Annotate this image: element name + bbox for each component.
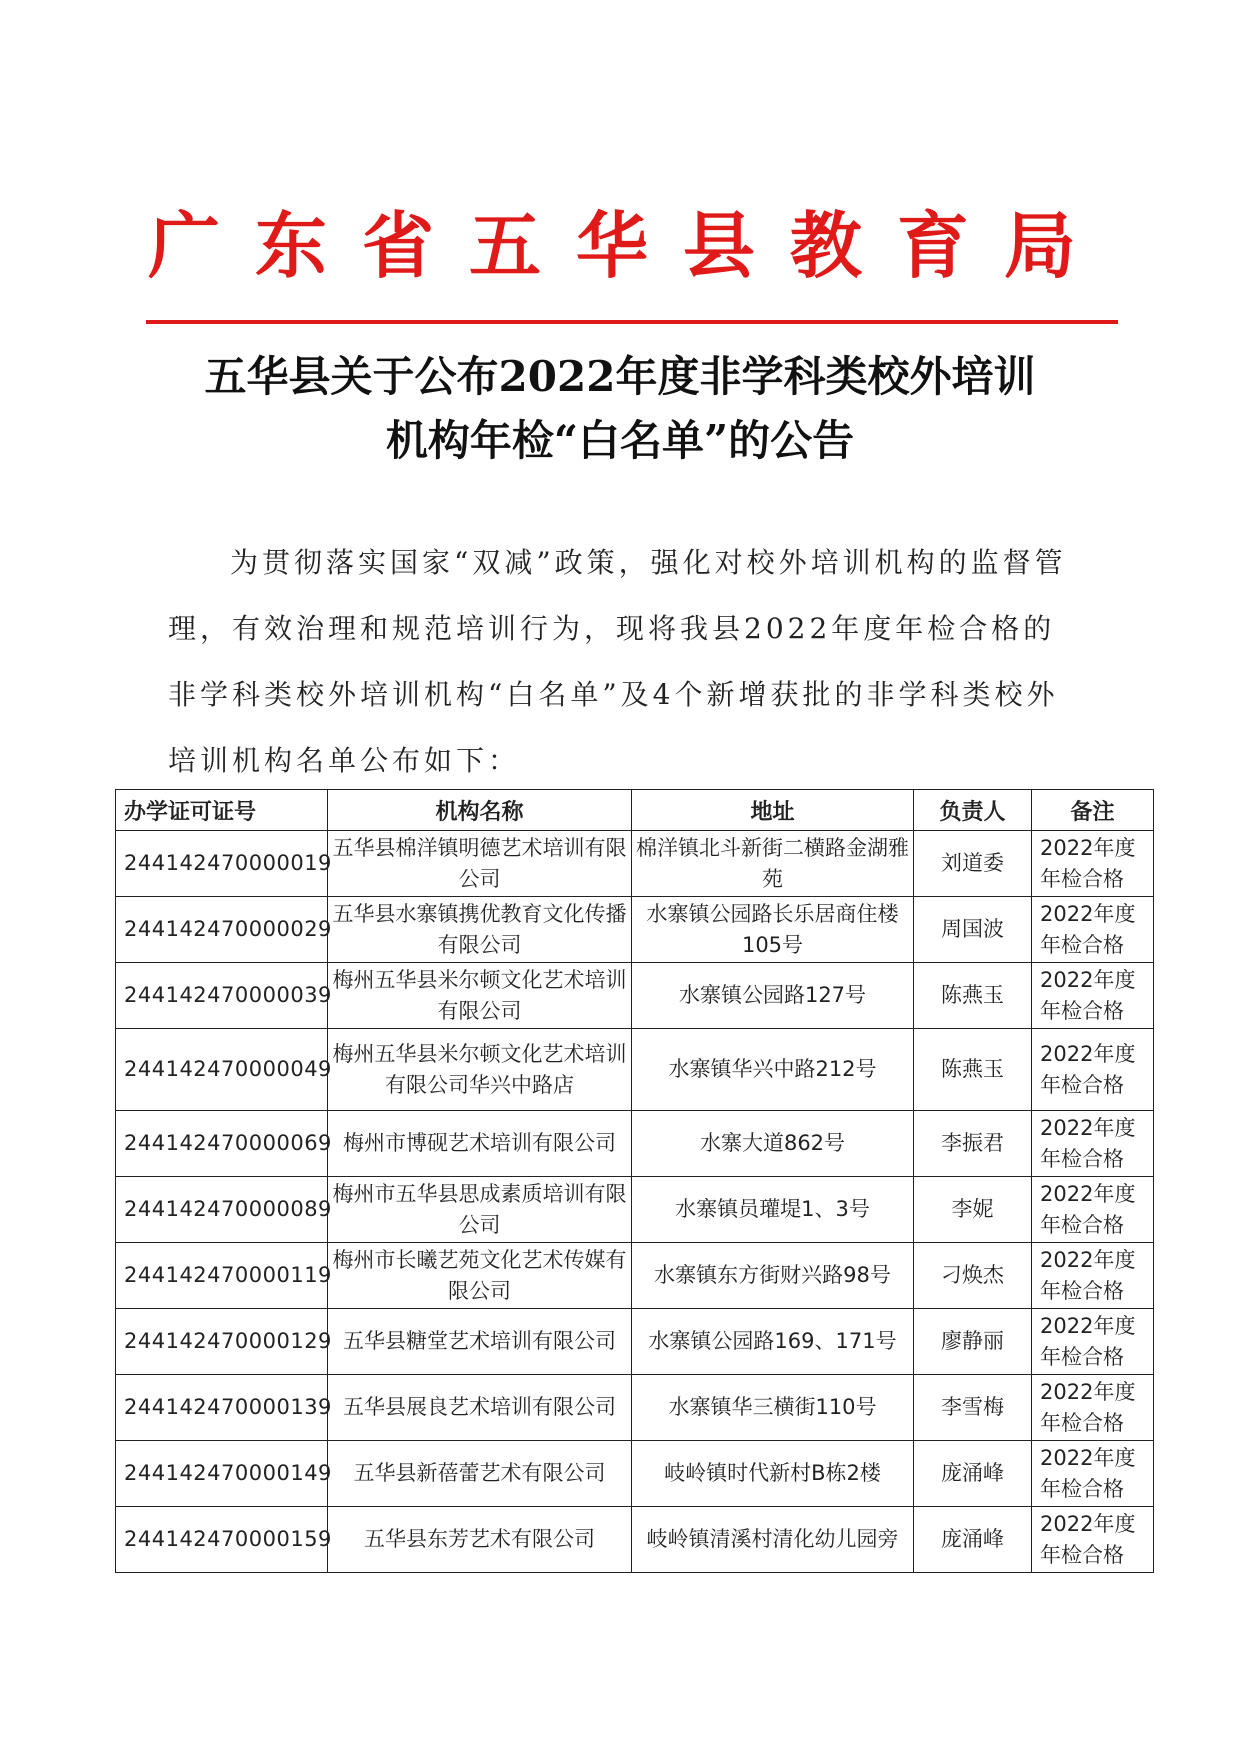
license-cell: 244142470000119: [116, 1243, 328, 1309]
name-cell: 梅州五华县米尔顿文化艺术培训有限公司: [328, 963, 632, 1029]
address-cell: 水寨镇东方街财兴路98号: [632, 1243, 914, 1309]
header-char: 广: [148, 203, 221, 288]
header-person: 负责人: [914, 790, 1032, 831]
note-cell: 2022年度年检合格: [1032, 1177, 1154, 1243]
license-cell: 244142470000139: [116, 1375, 328, 1441]
name-cell: 梅州市长曦艺苑文化艺术传媒有限公司: [328, 1243, 632, 1309]
bureau-header-title: [148, 203, 1076, 288]
header-char: 省: [361, 203, 434, 288]
name-cell: 五华县糖堂艺术培训有限公司: [328, 1309, 632, 1375]
note-cell: 2022年度年检合格: [1032, 897, 1154, 963]
document-title: [150, 345, 1090, 473]
name-cell: 五华县水寨镇携优教育文化传播有限公司: [328, 897, 632, 963]
name-cell: 五华县东芳艺术有限公司: [328, 1507, 632, 1573]
name-cell: 梅州市五华县思成素质培训有限公司: [328, 1177, 632, 1243]
license-cell: 244142470000049: [116, 1029, 328, 1111]
header-char: 东: [254, 203, 327, 288]
document-title-line1: 五华县关于公布2022年度非学科类校外培训: [204, 352, 1036, 401]
note-cell: 2022年度年检合格: [1032, 1507, 1154, 1573]
license-cell: 244142470000089: [116, 1177, 328, 1243]
note-cell: 2022年度年检合格: [1032, 1111, 1154, 1177]
note-cell: 2022年度年检合格: [1032, 1375, 1154, 1441]
name-cell: 梅州市博砚艺术培训有限公司: [328, 1111, 632, 1177]
table-row: [116, 1441, 1154, 1507]
address-cell: 水寨镇公园路169、171号: [632, 1309, 914, 1375]
header-char: 县: [682, 203, 755, 288]
address-cell: 水寨镇华兴中路212号: [632, 1029, 914, 1111]
table-row: [116, 1309, 1154, 1375]
license-cell: 244142470000039: [116, 963, 328, 1029]
address-cell: 岐岭镇清溪村清化幼儿园旁: [632, 1507, 914, 1573]
license-cell: 244142470000159: [116, 1507, 328, 1573]
license-cell: 244142470000149: [116, 1441, 328, 1507]
header-char: 华: [575, 203, 648, 288]
table-row: [116, 831, 1154, 897]
table-row: [116, 897, 1154, 963]
person-cell: 李妮: [914, 1177, 1032, 1243]
address-cell: 岐岭镇时代新村B栋2楼: [632, 1441, 914, 1507]
note-cell: 2022年度年检合格: [1032, 1243, 1154, 1309]
announcement-body: 为贯彻落实国家“双减”政策，强化对校外培训机构的监督管理，有效治理和规范培训行为，现将我县2022年度年检合格的非学科类校外培训机构“白名单”及4个新增获批的非学科类校外培训机构名单公布如下：: [168, 546, 1067, 777]
header-divider: [146, 320, 1118, 324]
person-cell: 庞涌峰: [914, 1441, 1032, 1507]
table-row: [116, 1375, 1154, 1441]
header-char: 局: [1003, 203, 1076, 288]
note-cell: 2022年度年检合格: [1032, 1029, 1154, 1111]
person-cell: 刘道委: [914, 831, 1032, 897]
license-cell: 244142470000129: [116, 1309, 328, 1375]
address-cell: 水寨镇公园路长乐居商住楼105号: [632, 897, 914, 963]
person-cell: 周国波: [914, 897, 1032, 963]
institution-table: [115, 789, 1154, 1573]
name-cell: 五华县新蓓蕾艺术有限公司: [328, 1441, 632, 1507]
address-cell: 水寨镇公园路127号: [632, 963, 914, 1029]
note-cell: 2022年度年检合格: [1032, 963, 1154, 1029]
table-row: [116, 1029, 1154, 1111]
header-note: 备注: [1032, 790, 1154, 831]
address-cell: 水寨大道862号: [632, 1111, 914, 1177]
note-cell: 2022年度年检合格: [1032, 831, 1154, 897]
address-cell: 棉洋镇北斗新街二横路金湖雅苑: [632, 831, 914, 897]
document-title-line2: 机构年检“白名单”的公告: [385, 416, 855, 465]
header-license: 办学证可证号: [116, 790, 328, 831]
address-cell: 水寨镇员瓘堤1、3号: [632, 1177, 914, 1243]
person-cell: 廖静丽: [914, 1309, 1032, 1375]
table-header-row: [116, 790, 1154, 831]
name-cell: 五华县展良艺术培训有限公司: [328, 1375, 632, 1441]
table-row: [116, 963, 1154, 1029]
note-cell: 2022年度年检合格: [1032, 1441, 1154, 1507]
license-cell: 244142470000019: [116, 831, 328, 897]
header-char: 教: [789, 203, 862, 288]
table-row: [116, 1111, 1154, 1177]
person-cell: 刁焕杰: [914, 1243, 1032, 1309]
header-name: 机构名称: [328, 790, 632, 831]
name-cell: 五华县棉洋镇明德艺术培训有限公司: [328, 831, 632, 897]
note-cell: 2022年度年检合格: [1032, 1309, 1154, 1375]
person-cell: 陈燕玉: [914, 963, 1032, 1029]
table-row: [116, 1177, 1154, 1243]
license-cell: 244142470000069: [116, 1111, 328, 1177]
person-cell: 李雪梅: [914, 1375, 1032, 1441]
header-char: 五: [468, 203, 541, 288]
table-row: [116, 1507, 1154, 1573]
table-row: [116, 1243, 1154, 1309]
header-address: 地址: [632, 790, 914, 831]
license-cell: 244142470000029: [116, 897, 328, 963]
person-cell: 李振君: [914, 1111, 1032, 1177]
name-cell: 梅州五华县米尔顿文化艺术培训有限公司华兴中路店: [328, 1029, 632, 1111]
address-cell: 水寨镇华三横街110号: [632, 1375, 914, 1441]
header-char: 育: [896, 203, 969, 288]
person-cell: 陈燕玉: [914, 1029, 1032, 1111]
person-cell: 庞涌峰: [914, 1507, 1032, 1573]
